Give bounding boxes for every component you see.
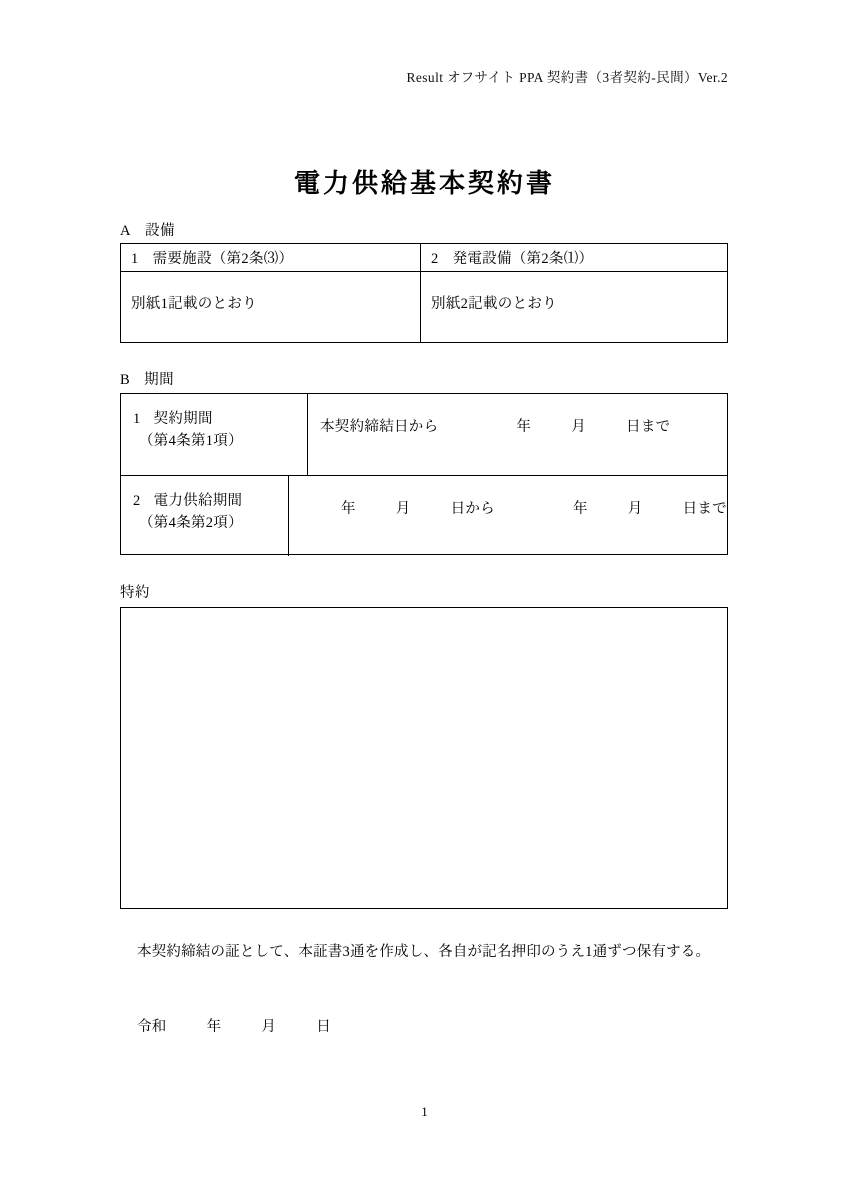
equipment-col-2-number: 2 — [431, 251, 439, 267]
section-b-title: 期間 — [144, 372, 175, 388]
period-row-1-number: 1 — [133, 411, 141, 427]
section-a-label — [120, 219, 175, 240]
period-row-1-value-p3: 月 — [571, 419, 587, 435]
period-row-1-value — [308, 394, 727, 475]
period-row-2-value-p5: 月 — [627, 501, 643, 517]
period-row-contract-term — [121, 394, 727, 476]
period-row-1-value-p2: 年 — [516, 419, 532, 435]
equipment-col-2-header — [421, 244, 727, 271]
date-year: 年 — [206, 1019, 222, 1035]
period-row-2-value — [289, 476, 727, 556]
section-b-letter: B — [120, 372, 131, 388]
equipment-col-1-heading: 需要施設（第2条⑶） — [152, 251, 294, 267]
period-row-2-title-line — [133, 490, 288, 512]
equipment-col-2-body-text: 別紙2記載のとおり — [431, 296, 557, 312]
period-row-2-value-p1: 年 — [340, 501, 356, 517]
date-day: 日 — [316, 1019, 332, 1035]
section-a-letter: A — [120, 223, 131, 239]
date-month: 月 — [261, 1019, 277, 1035]
equipment-col-2-header-text — [421, 244, 727, 268]
section-b-label — [120, 368, 174, 389]
equipment-col-1-header-text — [121, 244, 420, 268]
period-row-2-article: （第4条第2項） — [139, 515, 243, 532]
running-header: Result オフサイト PPA 契約書（3者契約-民間）Ver.2 — [406, 70, 728, 85]
special-terms-box[interactable] — [120, 607, 728, 909]
closing-paragraph-text: 本契約締結の証として、本証書3通を作成し、各自が記名押印のうえ1通ずつ保有する。 — [137, 944, 711, 960]
closing-paragraph — [120, 938, 732, 966]
period-row-1-value-p1: 本契約締結日から — [320, 419, 439, 435]
period-row-1-label — [121, 394, 308, 475]
equipment-col-2-body — [421, 272, 727, 343]
period-row-2-label — [121, 476, 289, 556]
equipment-table-header-row — [121, 244, 727, 272]
period-row-2-value-p6: 日まで — [682, 501, 727, 517]
page-title: 電力供給基本契約書 — [293, 169, 555, 198]
period-table — [120, 393, 728, 555]
period-row-2-value-p3: 日から — [450, 501, 495, 517]
period-row-1-value-p4: 日まで — [626, 419, 671, 435]
equipment-col-1-body — [121, 272, 421, 343]
equipment-col-1-number: 1 — [131, 251, 139, 267]
page-number: 1 — [421, 1104, 428, 1119]
period-row-supply-term — [121, 476, 727, 556]
equipment-table — [120, 243, 728, 343]
period-row-1-title: 契約期間 — [153, 411, 213, 427]
equipment-col-1-body-text: 別紙1記載のとおり — [131, 296, 257, 312]
equipment-col-1-header — [121, 244, 421, 271]
period-row-2-value-p4: 年 — [572, 501, 588, 517]
section-a-title: 設備 — [144, 223, 175, 239]
date-era: 令和 — [137, 1019, 167, 1035]
equipment-col-2-heading: 発電設備（第2条⑴） — [452, 251, 594, 267]
period-row-2-number: 2 — [133, 493, 141, 509]
period-row-1-title-line — [133, 408, 307, 430]
signature-date-line — [120, 1015, 331, 1036]
period-row-2-title: 電力供給期間 — [153, 493, 243, 509]
special-terms-label: 特約 — [120, 585, 150, 601]
equipment-table-body-row — [121, 272, 727, 343]
period-row-2-value-p2: 月 — [395, 501, 411, 517]
period-row-1-article: （第4条第1項） — [139, 433, 243, 450]
